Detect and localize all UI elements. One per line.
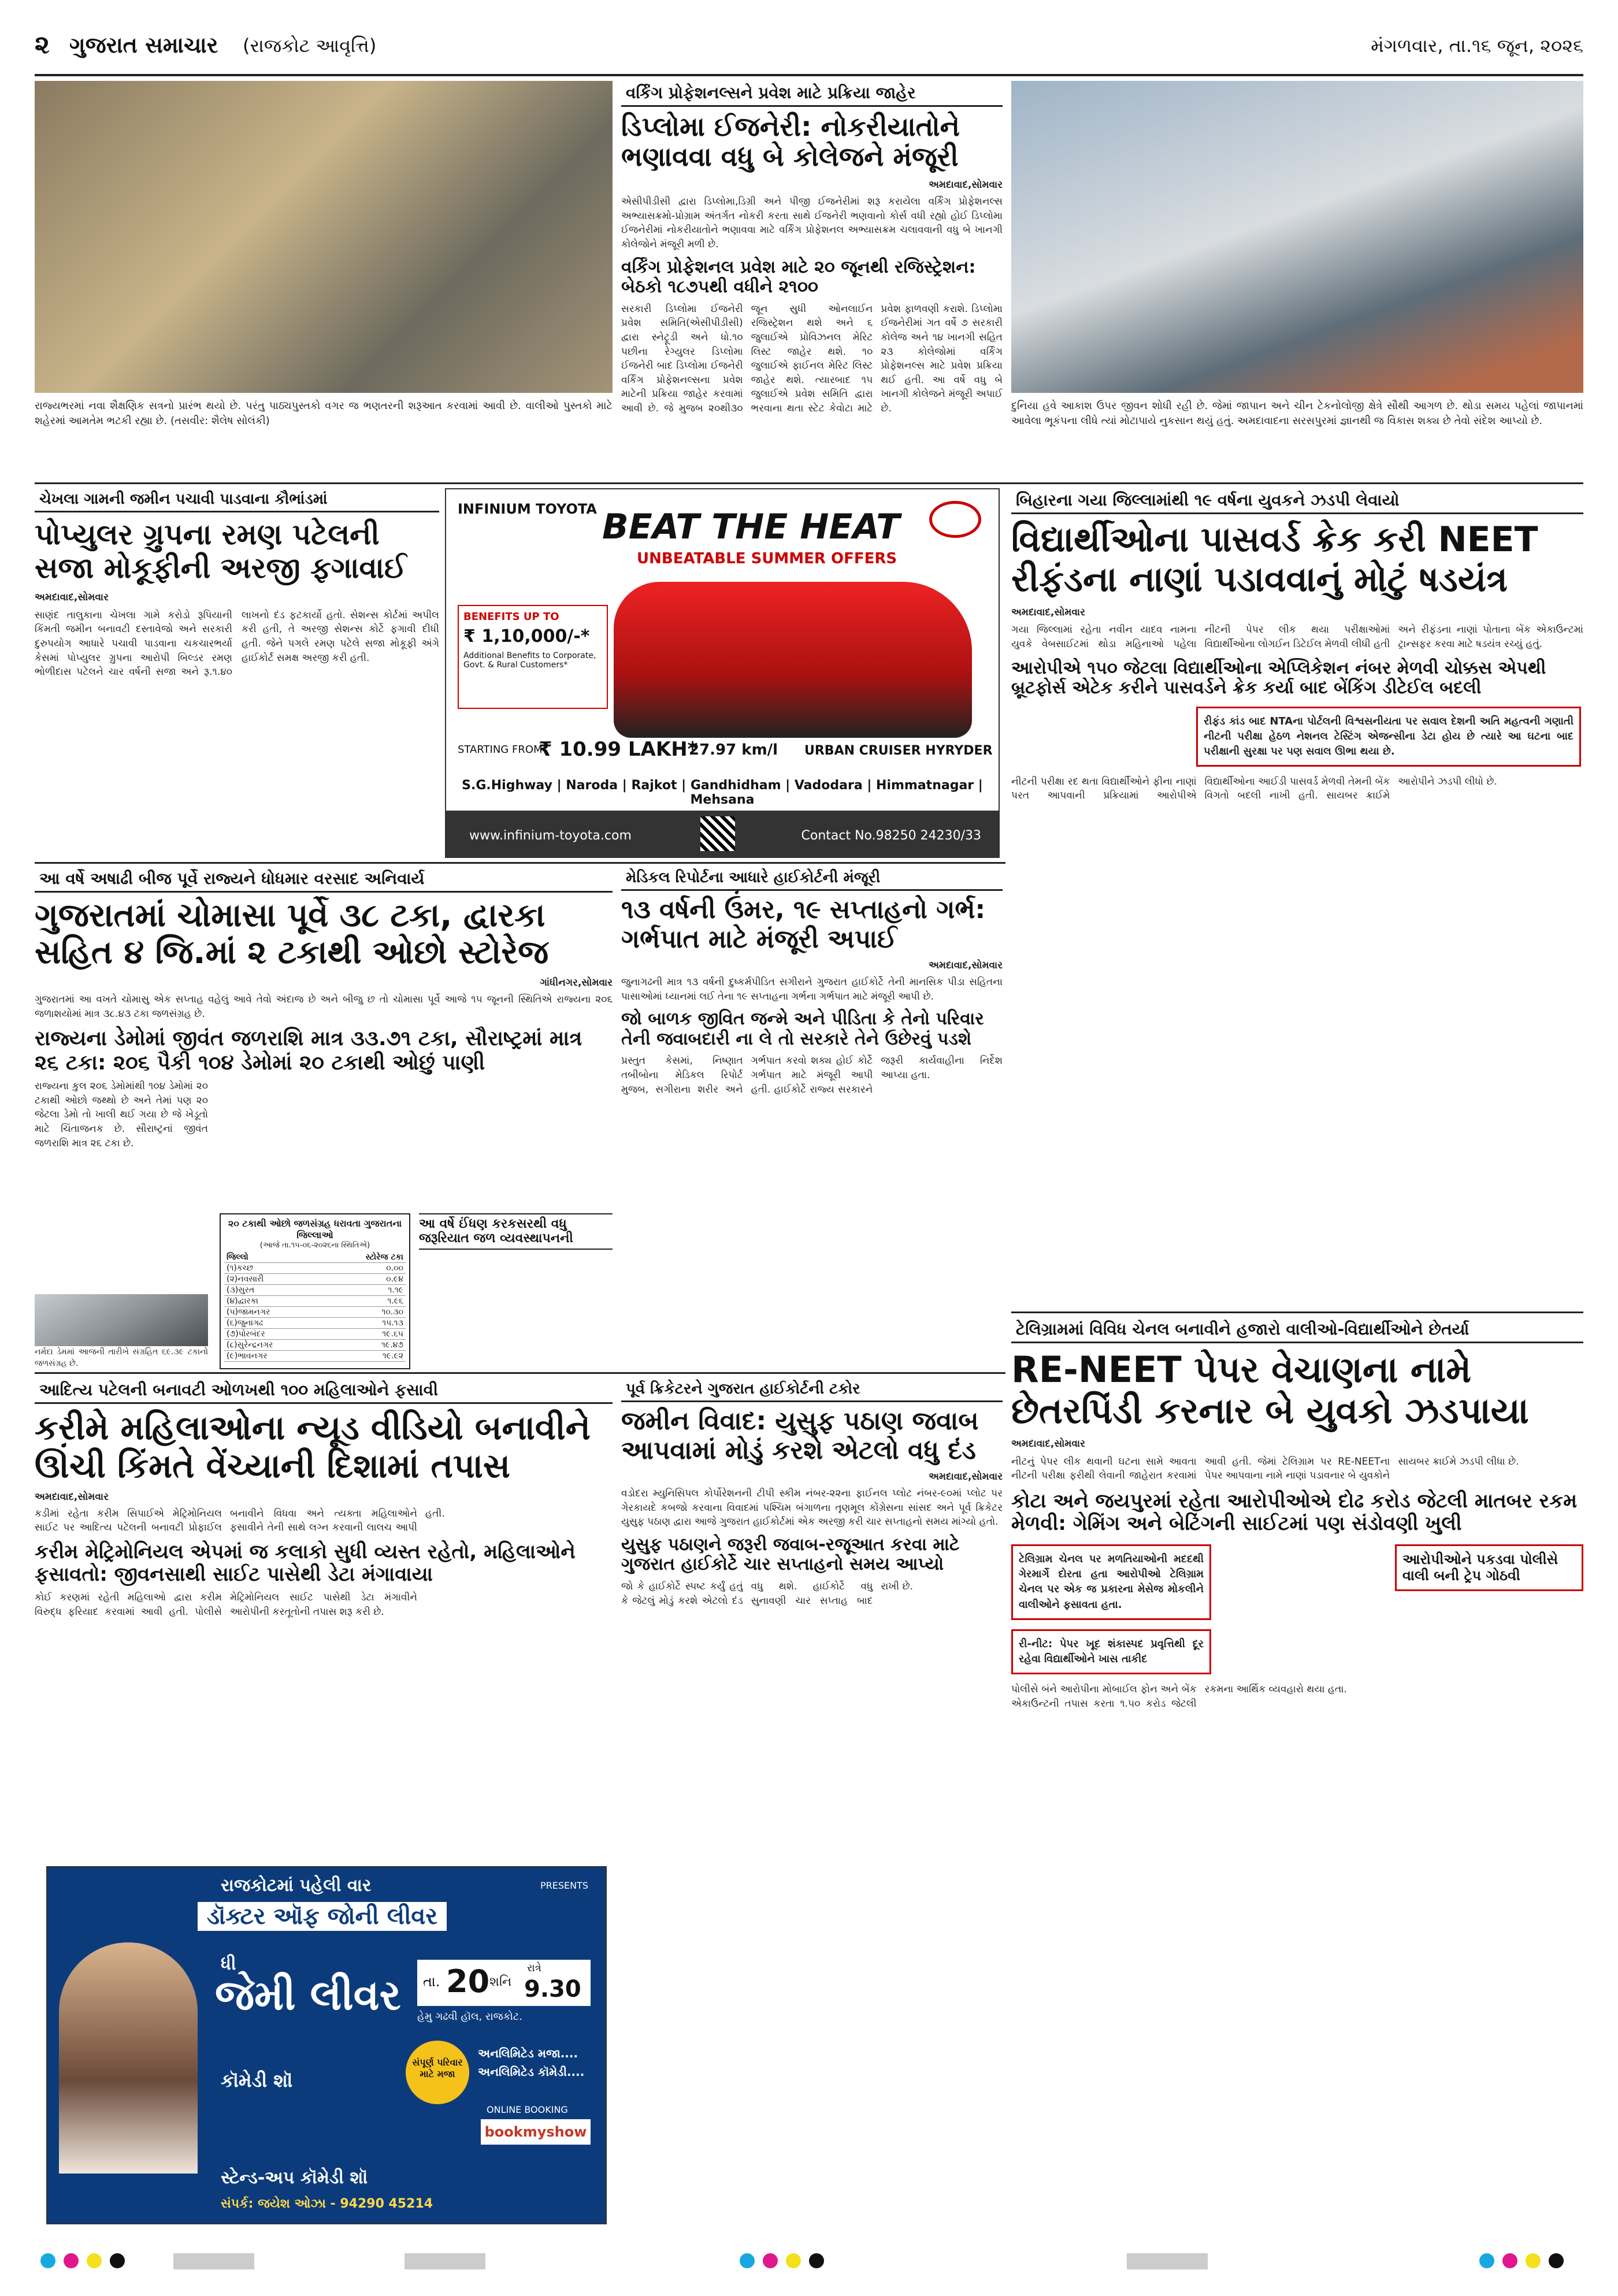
matrimony-dateline: અમદાવાદ,સોમવાર <box>35 1491 109 1503</box>
rain-dateline: ગાંધીનગર,સોમવાર <box>540 977 613 989</box>
matrimony-headline: કરીમે મહિલાઓના ન્યૂડ વીડિયો બનાવીને ઊંચી કિંમતે વેંચ્યાની દિશામાં તપાસ <box>35 1407 591 1486</box>
medical-body-2: પ્રસ્તુત કેસમાં, નિષ્ણાત તબીબોના મેડિકલ રિપોર્ટ મુજબ, સગીરાના શરીર અને ગર્ભપાત કરવો શક્ય હોઈ કોર્ટે ગર્ભપાત માટે મંજૂરી આપી હતી. હાઈકોર્ટે રાજ્ય સરકારને જરૂરી કાર્યવાહીના નિર્દેશ આપ્યા હતા. <box>621 1055 1003 1095</box>
show-top: રાજકોટમાં પહેલી વાર <box>221 1875 372 1896</box>
reservoir-table <box>220 1213 410 1369</box>
diploma-headline: ડિપ્લોમા ઈજનેરી: નોકરીયાતોને ભણાવવા વધુ બે કોલેજને મંજૂરી <box>621 110 960 173</box>
ad-toyota[interactable] <box>445 488 1000 858</box>
reg-cyan <box>40 2253 55 2268</box>
table-body <box>224 1252 406 1362</box>
table-cell-storage: ૦.૦૦ <box>386 1264 403 1273</box>
neet-subhead: આરોપીએ ૧૫૦ જેટલા વિદ્યાર્થીઓના એપ્લિકેશન નંબર મેળવી ચોક્કસ એપથી બ્રૂટફોર્સ એટેક કરીને પાસવર્ડને ક્રેક કર્યા બાદ બેંકિંગ ડીટેઈલ બદલી <box>1011 657 1546 699</box>
section-rule-3 <box>1011 1312 1583 1313</box>
diploma-lede: એસીપીડીસી દ્વારા ડિપ્લોમા,ડિગ્રી અને પીજી ઈજનેરીમાં શરૂ કરાયેલા વર્કિંગ પ્રોફેશનલ્સ અભ્યાસક્રમો-પ્રોગ્રામ અંતર્ગત નોકરી કરતા સાથે ઈજનેરી ભણવાનો કોર્સ વધી રહ્યો હોઈ ડિપ્લોમા ઈજનેરીમાં નોકરીયાતોને ભણાવવા માટે વર્કિંગ પ્રોફેશનલ અભ્યાસક્રમ ચલાવવાની વધુ બે ખાનગી કોલેજોને મંજૂરી મળી છે. <box>621 196 1003 250</box>
telegram-body: નીટનું પેપર લીક થવાની ઘટના સામે આવતા નીટની પરીક્ષા ફરીથી લેવાની જાહેરાત કરવામાં આવી હતી. જેમાં ટેલિગ્રામ પર RE-NEETના પેપર આપવાના નામે નાણાં પડાવનાર બે યુવકોને સાયબર ક્રાઈમે ઝડપી લીધા છે. <box>1011 1455 1519 1482</box>
yusuf-kicker: પૂર્વ ક્રિકેટરને ગુજરાત હાઈકોર્ટની ટકોર <box>621 1378 1003 1402</box>
table-cell-district: (૭)પોરબંદર <box>227 1329 265 1339</box>
toyota-offer: UNBEATABLE SUMMER OFFERS <box>637 550 897 567</box>
toyota-brand: INFINIUM TOYOTA <box>458 501 598 517</box>
neet-headline: વિદ્યાર્થીઓના પાસવર્ડ ક્રેક કરી NEET રીફંડના નાણાં પડાવવાનું મોટું ષડયંત્ર <box>1011 519 1538 600</box>
table-row <box>224 1340 406 1351</box>
yusuf-dateline: અમદાવાદ,સોમવાર <box>929 1471 1003 1483</box>
neet-body-2: નીટની પરીક્ષા રદ થતા વિદ્યાર્થીઓને ફીના નાણાં પરત આપવાની પ્રક્રિયામાં આરોપીએ વિદ્યાર્થીઓના આઈડી પાસવર્ડ મેળવી તેમની બેંક વિગતો બદલી નાખી હતી. સાયબર ક્રાઈમે આરોપીને ઝડપી લીધો છે. <box>1011 775 1497 802</box>
telegram-kicker: ટેલિગ્રામમાં વિવિધ ચેનલ બનાવીને હજારો વાલીઓ-વિદ્યાર્થીઓને છેતર્યા <box>1011 1317 1583 1343</box>
tag-1: અનલિમિટેડ મજા.... <box>478 2046 578 2060</box>
grey-bar-1 <box>173 2253 254 2269</box>
rain-kicker: આ વર્ષે અષાઢી બીજ પૂર્વે રાજ્યને ધોધમાર વરસાદ અનિવાર્ય <box>35 867 613 893</box>
benefit-value: ₹ 1,10,000/-* <box>463 626 590 647</box>
toyota-slogan: BEAT THE HEAT <box>602 507 900 547</box>
land-headline: પોપ્યુલર ગ્રુપના રમણ પટેલની સજા મોકૂફીની અરજી ફગાવાઈ <box>35 518 407 585</box>
booking-label: ONLINE BOOKING <box>487 2104 568 2115</box>
telegram-box-1 <box>1011 1544 1211 1619</box>
date-day: 20 <box>446 1963 490 2000</box>
ad-comedy-show[interactable] <box>46 1866 607 2224</box>
table-cell-storage: સ્ટોરેજ ટકા <box>365 1253 403 1262</box>
matrimony-story <box>35 1378 613 1863</box>
reg-black <box>110 2253 125 2268</box>
branches: S.G.Highway | Naroda | Rajkot | Gandhidham | Vadodara | Himmatnagar | Mehsana <box>462 778 983 807</box>
telegram-box-2 <box>1011 1629 1211 1674</box>
reg-magenta-2 <box>763 2253 778 2268</box>
reg-yellow-3 <box>1526 2253 1541 2268</box>
table-cell-storage: ૧૫.૧૩ <box>382 1318 403 1328</box>
diploma-kicker: વર્કિંગ પ્રોફેશનલ્સને પ્રવેશ માટે પ્રક્રિયા જાહેર <box>621 81 1003 107</box>
photo-textbooks <box>35 81 613 393</box>
tag-2: અનલિમિટેડ કૉમેડી.... <box>478 2065 585 2079</box>
car-image <box>614 582 972 738</box>
matrimony-body-2: કોઈ કરણમાં રહેતી મહિલાઓ દ્વારા કરીમ વિરુદ્ધ ફરિયાદ કરવામાં આવી હતી. પોલીસે મેટ્રિમોનિયલ સાઈટ પાસેથી ડેટા મંગાવીને આરોપીની કરતૂતોની તપાસ શરૂ કરી છે. <box>35 1592 417 1618</box>
rain-subhead: રાજ્યના ડેમોમાં જીવંત જળરાશિ માત્ર ૩૩.૭૧ ટકા, સૌરાષ્ટ્રમાં માત્ર ૨૬ ટકા: ૨૦૬ પૈકી ૧૦૪ ડેમોમાં ૨૦ ટકાથી ઓછું પાણી <box>35 1027 582 1075</box>
matrimony-body: કડીમાં રહેતા કરીમ સિપાઈએ મેટ્રિમોનિયલ સાઈટ પર આદિત્ય પટેલની બનાવટી પ્રોફાઈલ બનાવીને વિધવા અને ત્યક્તા મહિલાઓને ફસાવીને તેની સાથે લગ્ન કરવાની લાલચ આપી હતી. <box>35 1507 445 1534</box>
neet-kicker: બિહારના ગયા જિલ્લામાંથી ૧૯ વર્ષના યુવકને ઝડપી લેવાયો <box>1011 488 1583 514</box>
table-cell-storage: ૦.૯૪ <box>386 1275 403 1284</box>
table-cell-district: જિલ્લો <box>227 1253 248 1262</box>
table-cell-district: (૯)ભાવનગર <box>227 1351 268 1361</box>
table-cell-storage: ૧૯.૯૨ <box>382 1351 403 1361</box>
medical-story <box>621 867 1003 1369</box>
table-row <box>224 1329 406 1340</box>
neet-box <box>1196 707 1581 767</box>
show-title: ડૉક્ટર ઑફ જોની લીવર <box>198 1902 447 1931</box>
telegram-box-3-text: આરોપીઓને પકડવા પોલીસે વાલી બની ટ્રેપ ગોઠવી <box>1402 1551 1558 1584</box>
mileage: 27.97 km/l <box>689 741 778 759</box>
table-cell-district: (૩)સુરત <box>227 1286 255 1295</box>
neet-box-text: રીફંડ કાંડ બાદ NTAના પોર્ટલની વિશ્વસનીયતા પર સવાલ દેશની અતિ મહત્વની ગણાતી નીટની પરીક્ષા હેઠળ નેશનલ ટેસ્ટિંગ એજન્સીના ડેટા હોય છે ત્યારે આ ઘટના બાદ પરીક્ષાની સુરક્ષા પર પણ સવાલ ઊભા થયા છે. <box>1204 715 1574 757</box>
telegram-subhead: કોટા અને જયપુરમાં રહેતા આરોપીઓએ દોઢ કરોડ જેટલી માતબર રકમ મેળવી: ગેમિંગ અને બેટિંગની સાઈટમાં પણ સંડોવણી ખુલી <box>1011 1489 1578 1536</box>
neet-dateline: અમદાવાદ,સોમવાર <box>1011 606 1085 618</box>
yusuf-headline: જમીન વિવાદ: યુસુફ પઠાણ જવાબ આપવામાં મોડું કરશે એટલો વધુ દંડ <box>621 1406 979 1465</box>
table-row <box>224 1318 406 1329</box>
table-cell-storage: ૧૦.૩૦ <box>381 1307 403 1317</box>
land-dateline: અમદાવાદ,સોમવાર <box>35 592 109 604</box>
page-number: ૨ <box>35 30 50 60</box>
yusuf-story <box>621 1378 1003 2230</box>
telegram-box-2-text: રી-નીટ: પેપર ખૂદ શંકાસ્પદ પ્રવૃત્તિથી દૂર રહેવા વિદ્યાર્થીઓને ખાસ તાકીદ <box>1019 1637 1204 1665</box>
table-cell-storage: ૧૯.૪૭ <box>381 1340 403 1350</box>
rain-story <box>35 867 613 1369</box>
diploma-story <box>621 81 1003 480</box>
table-row <box>224 1274 406 1285</box>
table-cell-district: (૬)જુનાગઢ <box>227 1318 264 1328</box>
rain-body: ગુજરાતમાં આ વખતે ચોમાસુ એક સપ્તાહ વહેલું આવે તેવો અંદાજ છે અને બીજુ છ તો ચોમાસા પૂર્વે આજે ૧૫ જૂનની સ્થિતિએ રાજ્યના ૨૦૬ જળાશયોમાં માત્ર ૩૮.૪૩ ટકા જળસંગ્રહ છે. <box>35 994 613 1020</box>
rain-body-2: રાજ્યના કુલ ૨૦૬ ડેમોમાંથી ૧૦૪ ડેમોમાં ૨૦ ટકાથી ઓછો જથ્થો છે અને તેમાં પણ ૨૦ જેટલા ડેમો તો ખાલી થઈ ગયા છે જે ખેડૂતો માટે ચિંતાજનક છે. સૌરાષ્ટ્રનાં જીવંત જળરાશિ માત્ર ૨૬ ટકા છે. <box>35 1080 208 1149</box>
weekday: શનિ <box>489 1975 512 1989</box>
contact: Contact No.98250 24230/33 <box>801 829 981 843</box>
medical-dateline: અમદાવાદ,સોમવાર <box>929 960 1003 972</box>
telegram-body-2: પોલીસે બંને આરોપીના મોબાઈલ ફોન અને બેંક એકાઉન્ટની તપાસ કરતા ૧.૫૦ કરોડ જેટલી રકમના આર્થિક વ્યવહારો થયા હતા. <box>1011 1683 1347 1710</box>
reg-yellow-2 <box>786 2253 801 2268</box>
family-badge: સંપૂર્ણ પરિવાર માટે મજા <box>406 2041 469 2104</box>
benefit-box <box>458 605 608 709</box>
yusuf-body: વડોદરા મ્યુનિસિપલ કોર્પોરેશનની ટીપી સ્કીમ નંબર-૨૨ના ફાઈનલ પ્લોટ નંબર-૯૦માં પ્લોટ પર ગેરકાયદે કબજો કરવાના વિવાદમાં પશ્ચિમ બંગાળના તૃણમૂલ કોંગ્રેસના સાંસદ અને પૂર્વ ક્રિકેટર યુસુફ પઠાણ દ્વારા આજે ગુજરાત હાઈકોર્ટમાં એક અરજી કરી ચાર સપ્તાહનો સમય માંગ્યો હતો. <box>621 1488 1003 1528</box>
show-standup: સ્ટેન્ડ-અપ કૉમેડી શૉ <box>221 2168 368 2188</box>
table-row <box>224 1351 406 1362</box>
table-row <box>224 1285 406 1296</box>
show-datetime <box>417 1960 591 2006</box>
time: 9.30 <box>524 1976 581 2003</box>
photo-sculpture-caption: દુનિયા હવે આકાશ ઉપર જીવન શોધી રહી છે. જેમાં જાપાન અને ચીન ટેકનોલોજી ક્ષેત્રે સૌથી આગળ છે. થોડા સમય પહેલાં જાપાનમાં આવેલા ભૂકંપના લીધે ત્યાં મોટાપાયે નુકસાન થયું હતું. અમદાવાદના સરસપુરમાં જ્ઞાનથી જ વિકાસ શક્ય છે તેવો સંદેશ આપ્યો છે. <box>1011 400 1583 428</box>
photo-dam <box>35 1294 208 1346</box>
show-presents: PRESENTS <box>540 1880 588 1891</box>
land-story <box>35 488 439 858</box>
toyota-logo-icon <box>929 501 981 538</box>
telegram-box-3 <box>1395 1544 1583 1591</box>
issue-date: મંગળવાર, તા.૧૬ જૂન, ૨૦૨૬ <box>1371 35 1583 57</box>
reg-magenta <box>64 2253 79 2268</box>
show-contact: સંપર્ક: જયેશ ઓઝા - 94290 45214 <box>221 2197 433 2211</box>
telegram-box-1-text: ટેલિગ્રામ ચેનલ પર મળતિયાઓની મદદથી ગેરમાર્ગે દોરતા હતા આરોપીઓ ટેલિગ્રામ ચેનલ પર એક જ પ્રકારના મેસેજ મોકલીને વાલીઓને ફસાવતા હતા. <box>1019 1553 1204 1611</box>
show-venue: હેમુ ગઢવી હૉલ, રાજકોટ. <box>417 2011 523 2023</box>
table-cell-district: (૫)જામનગર <box>227 1307 270 1317</box>
medical-kicker: મેડિકલ રિપોર્ટના આધારે હાઈકોર્ટની મંજૂરી <box>621 867 1003 891</box>
grey-bar-2 <box>404 2253 485 2269</box>
table-cell-district: (૧)કચ્છ <box>227 1264 253 1273</box>
bookmyshow-button[interactable]: bookmyshow <box>481 2119 591 2145</box>
paper-name: ગુજરાત સમાચાર <box>69 32 218 58</box>
table-cell-storage: ૧.૧૯ <box>388 1286 403 1295</box>
table-row <box>224 1296 406 1307</box>
diploma-subhead: વર્કિંગ પ્રોફેશનલ પ્રવેશ માટે ૨૦ જૂનથી રજિસ્ટ્રેશન: બેઠકો ૧૮૭૫થી વધીને ૨૧૦૦ <box>621 257 976 298</box>
rain-side <box>419 1213 613 1369</box>
photo-sculpture <box>1011 81 1583 393</box>
table-cell-storage: ૧.૯૬ <box>387 1296 403 1306</box>
table-header-row <box>224 1252 406 1263</box>
photo-dam-caption: નર્મદા ડેમમાં આજની તારીખે સંગ્રહિત ૬૯.૩૯ ટકાનો જળસંગ્રહ છે. <box>35 1347 208 1369</box>
medical-headline: ૧૩ વર્ષની ઉંમર, ૧૯ સપ્તાહનો ગર્ભ: ગર્ભપાત માટે મંજૂરી અપાઈ <box>621 895 986 954</box>
benefit-note: Additional Benefits to Corporate, Govt. & Rural Customers* <box>463 651 596 670</box>
matrimony-kicker: આદિત્ય પટેલની બનાવટી ઓળખથી ૧૦૦ મહિલાઓને ફસાવી <box>35 1378 613 1404</box>
neet-story <box>1011 488 1583 1309</box>
show-genre: કૉમેડી શૉ <box>221 2070 293 2091</box>
website[interactable]: www.infinium-toyota.com <box>469 829 632 843</box>
table-title: ૨૦ ટકાથી ઓછો જળસંગ્રહ ધરાવતા ગુજરાતના જિલ્લાઓ <box>228 1218 402 1240</box>
section-rule-1 <box>35 482 1583 484</box>
date-label: તા. <box>423 1974 440 1990</box>
photo-textbooks-caption: રાજ્યભરમાં નવા શૈક્ષણિક સત્રનો પ્રારંભ થયો છે. પરંતુ પાઠ્યપુસ્તકો વગર જ ભણતરની શરૂઆત કરવામાં આવી છે. વાલીઓ પુસ્તકો માટે શહેરમાં આમતેમ ભટકી રહ્યા છે. (તસવીર: શૈલેષ સોલંકી) <box>35 400 613 428</box>
star-name: જેમી લીવર <box>215 1971 401 2019</box>
reg-yellow <box>87 2253 102 2268</box>
diploma-dateline: અમદાવાદ,સોમવાર <box>929 179 1003 191</box>
reg-cyan-3 <box>1479 2253 1494 2268</box>
price-label: STARTING FROM <box>458 744 543 756</box>
table-row <box>224 1263 406 1274</box>
reg-cyan-2 <box>740 2253 755 2268</box>
masthead-rule <box>35 74 1583 76</box>
masthead <box>35 28 1583 74</box>
diploma-body: સરકારી ડિપ્લોમા ઈજનેરી પ્રવેશ સમિતિ(એસીપીડીસી) દ્વારા સ્નેટ્રૂડી અને ધો.૧૦ પછીના રેગ્યુલર ડિપ્લોમા ઈજનેરી બાદ ડિપ્લોમા ઈજનેરી વર્કિંગ પ્રોફેશનલ્સના પ્રવેશ માટેની પ્રક્રિયા જાહેર કરવામાં આવી છે. જે મુજબ ૨૦થી૩૦ જૂન સુધી ઓનલાઈન રજિસ્ટ્રેશન થશે અને ૬ જુલાઈએ પ્રોવિઝનલ મેરિટ લિસ્ટ જાહેર થશે. ૧૦ જુલાઈએ ફાઈનલ મેરિટ લિસ્ટ જાહેર થશે. ત્યારબાદ ૧૫ જુલાઈએ પ્રવેશ સમિતિ દ્વારા ભરવાના થતા સ્ટેટ કેવોટા માટે પ્રવેશ ફાળવણી કરાશે. ડિપ્લોમા ઈજનેરીમાં ગત વર્ષે ૭ સરકારી કોલેજ અને ૧૪ ખાનગી સહિત ૨૩ કોલેજોમાં વર્કિંગ પ્રોફેશનલ્સ માટે પ્રવેશ પ્રક્રિયા થઈ હતી. આ વર્ષે વધુ બે ખાનગી કોલેજને મંજૂરી અપાઈ છે. <box>621 303 1003 415</box>
performer-photo <box>59 1942 198 2174</box>
medical-subhead: જો બાળક જીવિત જન્મે અને પીડિતા કે તેનો પરિવાર તેની જવાબદારી ના લે તો સરકારે તેને ઉછેરવું પડશે <box>621 1009 984 1049</box>
table-cell-district: (૪)દ્વારકા <box>227 1296 258 1306</box>
model-name: URBAN CRUISER HYRYDER <box>804 744 993 758</box>
edition-label: (રાજકોટ આવૃત્તિ) <box>243 35 377 57</box>
reg-magenta-3 <box>1502 2253 1517 2268</box>
telegram-headline: RE-NEET પેપર વેચાણના નામે છેતરપિંડી કરનાર બે યુવકો ઝડપાયા <box>1011 1348 1529 1432</box>
qr-code-icon <box>700 816 735 851</box>
benefit-label: BENEFITS UP TO <box>463 611 559 623</box>
rain-side-subhead: આ વર્ષે ઈંધણ કરકસરથી વધુ જરૂરિયાત જળ વ્યવસ્થાપનની <box>419 1213 613 1250</box>
section-rule-4 <box>35 1372 1005 1374</box>
telegram-story <box>1011 1317 1583 2230</box>
time-label: રાત્રે <box>527 1962 541 1974</box>
table-row <box>224 1307 406 1318</box>
table-cell-district: (૮)સુરેન્દ્રનગર <box>227 1340 273 1350</box>
telegram-dateline: અમદાવાદ,સોમવાર <box>1011 1438 1085 1450</box>
star-the: ધી <box>221 1954 236 1974</box>
neet-body: ગયા જિલ્લામાં રહેતા નવીન યાદવ નામના યુવકે વેબસાઈટમાં થોડા મહિનાઓ પહેલા નીટની પેપર લીક થયા પરીક્ષાઓમાં વિદ્યાર્થીઓના લોગઈન ડિટેઈલ મેળવી લીધી હતી અને રીફંડના નાણાં પોતાના બેંક એકાઉન્ટમાં ટ્રાન્સફર કરવા માટે ષડયંત્ર રચ્યું હતું. <box>1011 624 1583 650</box>
table-subtitle: (આજે તા.૧૫-૦૬-૨૦૨૬ના સ્થિતિએ) <box>259 1241 370 1250</box>
section-rule-2 <box>35 862 1005 864</box>
grey-bar-3 <box>1127 2253 1208 2269</box>
price-value: ₹ 10.99 LAKH* <box>539 738 698 761</box>
yusuf-body-2: જો કે હાઈકોર્ટે સ્પષ્ટ કર્યું હતું કે જેટલું મોડું કરશે એટલો દંડ વધુ થશે. હાઈકોર્ટે વધુ સુનાવણી ચાર સપ્તાહ બાદ રાખી છે. <box>621 1580 914 1607</box>
rain-headline: ગુજરાતમાં ચોમાસા પૂર્વે ૩૮ ટકા, દ્વારકા સહિત ૪ જિ.માં ૨ ટકાથી ઓછો સ્ટોરેજ <box>35 896 549 971</box>
reg-black-2 <box>809 2253 824 2268</box>
table-cell-storage: ૧૯.૬૫ <box>382 1329 403 1339</box>
table-cell-district: (૨)નવસારી <box>227 1275 264 1284</box>
reg-black-3 <box>1549 2253 1564 2268</box>
land-body: સાણંદ તાલુકાના ચેખલા ગામે કરોડો રૂપિયાની કિંમતી જમીન બનાવટી દસ્તાવેજો અને સરકારી દુરુપયોગ આધારે પચાવી પાડવાના ચકચારભર્યા કેસમાં પોપ્યુલર ગ્રુપના આરોપી બિલ્ડર રમણ ભોળીદાસ પટેલને ચાર વર્ષની સજા અને રૂ.૧.૪૦ લાખનો દંડ ફટકાર્યો હતો. સેશન્સ કોર્ટમાં અપીલ કરી હતી, તે અરજી સેશન્સ કોર્ટે ફગાવી દીધી હતી. જેને પગલે રમણ પટેલે સજા મોકૂફી અંગે હાઈકોર્ટ સમક્ષ અરજી કરી હતી. <box>35 609 439 678</box>
matrimony-subhead: કરીમ મેટ્રિમોનિયલ એપમાં જ કલાકો સુધી વ્યસ્ત રહેતો, મહિલાઓને ફસાવતો: જીવનસાથી સાઈટ પાસેથી ડેટા મંગાવાયા <box>35 1540 576 1586</box>
yusuf-subhead: યુસુફ પઠાણને જરૂરી જવાબ-રજૂઆત કરવા માટે ગુજરાત હાઈકોર્ટે ચાર સપ્તાહનો સમય આપ્યો <box>621 1534 960 1575</box>
medical-body: જુનાગઢની માત્ર ૧૩ વર્ષની દુષ્કર્મપીડિત સગીરાને ગુજરાત હાઈકોર્ટે તેની માનસિક પીડા સહિતના પાસાઓમાં ધ્યાનમાં લઈ તેના ૧૯ સપ્તાહના ગર્ભના ગર્ભપાત માટે મંજૂરી આપી છે. <box>621 976 1003 1002</box>
land-kicker: ચેખલા ગામની જમીન પચાવી પાડવાના કૌભાંડમાં <box>35 488 439 512</box>
